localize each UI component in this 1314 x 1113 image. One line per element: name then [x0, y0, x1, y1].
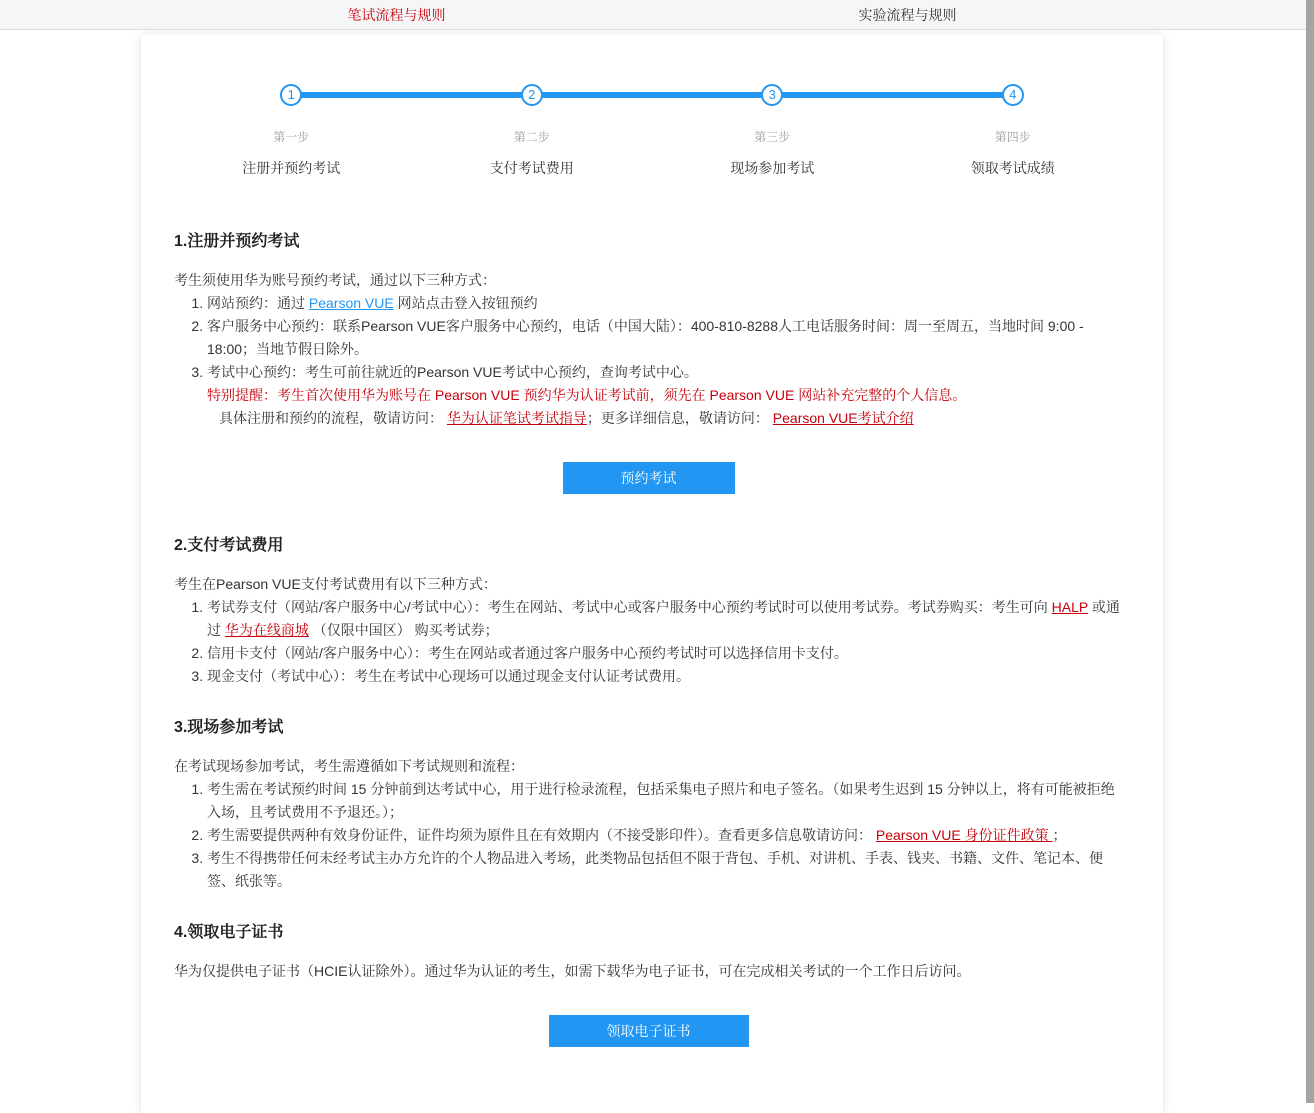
tab[interactable]: [141, 0, 652, 29]
step-number-circle: 2: [521, 84, 543, 106]
stepper-step: [171, 84, 412, 178]
section: [174, 714, 1123, 893]
section-intro: 华为仅提供电子证书（HCIE认证除外）。通过华为认证的考生，如需下载华为电子证书，可在完成相关考试的一个工作日后访问。: [174, 963, 971, 979]
section-list: [174, 596, 1123, 688]
content-card: [141, 34, 1163, 1113]
inline-link-blue[interactable]: Pearson VUE: [308, 295, 394, 311]
highlight-red-text: 特别提醒：考生首次使用华为账号在 Pearson VUE 预约华为认证考试前，须先在 Pearson VUE 网站补充完整的个人信息。: [207, 387, 967, 403]
note-line: [207, 384, 1123, 407]
section: [174, 228, 1123, 506]
stepper-connector-line: [291, 92, 1013, 98]
button-row: [174, 430, 1123, 506]
tab-label: 实验流程与规则: [858, 6, 957, 23]
inline-link-red[interactable]: HALP: [1051, 599, 1088, 615]
section-intro: 考生在Pearson VUE支付考试费用有以下三种方式：: [174, 576, 497, 592]
inline-link-red[interactable]: 华为在线商城: [224, 622, 309, 638]
tab[interactable]: [652, 0, 1163, 29]
section-notes: [174, 384, 1123, 430]
sections: [141, 228, 1163, 1059]
step-ordinal-label: 第二步: [513, 130, 550, 144]
step-number-circle: 1: [280, 84, 302, 106]
list-item: 2. 信用卡支付（网站/客户服务中心）：考生在网站或者通过客户服务中心预约考试时可以选择信用卡支付。: [207, 642, 1123, 665]
section-intro: 考生须使用华为账号预约考试，通过以下三种方式：: [174, 272, 496, 288]
list-item: 2. 考生需要提供两种有效身份证件，证件均须为原件且在有效期内（不接受影印件）。查看更多信息敬请访问： Pearson VUE 身份证件政策 ；: [207, 824, 1123, 847]
action-button[interactable]: 领取电子证书: [549, 1015, 749, 1047]
list-item: 1. 考生需在考试预约时间 15 分钟前到达考试中心，用于进行检录流程，包括采集电子照片和电子签名。（如果考生迟到 15 分钟以上，将有可能被拒绝入场，且考试费用不予退还。）；: [207, 778, 1123, 824]
tab-label: 笔试流程与规则: [347, 6, 446, 23]
list-item: 3. 现金支付（考试中心）：考生在考试中心现场可以通过现金支付认证考试费用。: [207, 665, 1123, 688]
section-heading: 4.领取电子证书: [174, 924, 284, 941]
section: [174, 919, 1123, 1059]
action-button[interactable]: 预约考试: [563, 462, 735, 494]
step-ordinal-label: 第一步: [273, 130, 310, 144]
section-heading: 1.注册并预约考试: [174, 233, 300, 250]
step-name: 领取考试成绩: [970, 160, 1055, 176]
note-line: 具体注册和预约的流程，敬请访问： 华为认证笔试考试指导；更多详细信息，敬请访问： Pearson VUE考试介绍: [219, 410, 914, 426]
stepper: [141, 34, 1163, 178]
stepper-step: [893, 84, 1134, 178]
step-number-circle: 4: [1002, 84, 1024, 106]
step-name: 支付考试费用: [489, 160, 574, 176]
section-list: [174, 292, 1123, 384]
step-ordinal-label: 第三步: [754, 130, 791, 144]
list-item: 3. 考试中心预约：考生可前往就近的Pearson VUE考试中心预约，查询考试中心。: [207, 361, 1123, 384]
step-number-circle: 3: [761, 84, 783, 106]
top-tab-bar: [0, 0, 1314, 30]
list-item: 1. 网站预约：通过 Pearson VUE 网站点击登入按钮预约: [207, 292, 1123, 315]
section-list: [174, 778, 1123, 893]
step-ordinal-label: 第四步: [994, 130, 1031, 144]
section-intro: 在考试现场参加考试，考生需遵循如下考试规则和流程：: [174, 758, 524, 774]
section-heading: 2.支付考试费用: [174, 537, 284, 554]
list-item: 2. 客户服务中心预约：联系Pearson VUE客户服务中心预约，电话（中国大陆）：400-810-8288人工电话服务时间：周一至周五，当地时间 9:00 - 18:00；当地节假日除外。: [207, 315, 1123, 361]
section: [174, 532, 1123, 688]
button-row: [174, 983, 1123, 1059]
inline-link-red[interactable]: Pearson VUE 身份证件政策: [875, 827, 1053, 843]
list-item: 3. 考生不得携带任何未经考试主办方允许的个人物品进入考场，此类物品包括但不限于背包、手机、对讲机、手表、钱夹、书籍、文件、笔记本、便签、纸张等。: [207, 847, 1123, 893]
section-heading: 3.现场参加考试: [174, 719, 284, 736]
inline-link-red[interactable]: Pearson VUE考试介绍: [772, 410, 914, 426]
vertical-scrollbar[interactable]: [1306, 0, 1314, 1103]
tab-row: [141, 0, 1163, 29]
inline-link-red[interactable]: 华为认证笔试考试指导: [446, 410, 587, 426]
step-name: 注册并预约考试: [242, 160, 341, 176]
stepper-step: [652, 84, 893, 178]
step-name: 现场参加考试: [730, 160, 815, 176]
list-item: 1. 考试券支付（网站/客户服务中心/考试中心）：考生在网站、考试中心或客户服务中心预约考试时可以使用考试券。考试券购买：考生可向 HALP 或通过 华为在线商城 （仅限中国区） 购买考试券；: [207, 596, 1123, 642]
stepper-step: [412, 84, 653, 178]
